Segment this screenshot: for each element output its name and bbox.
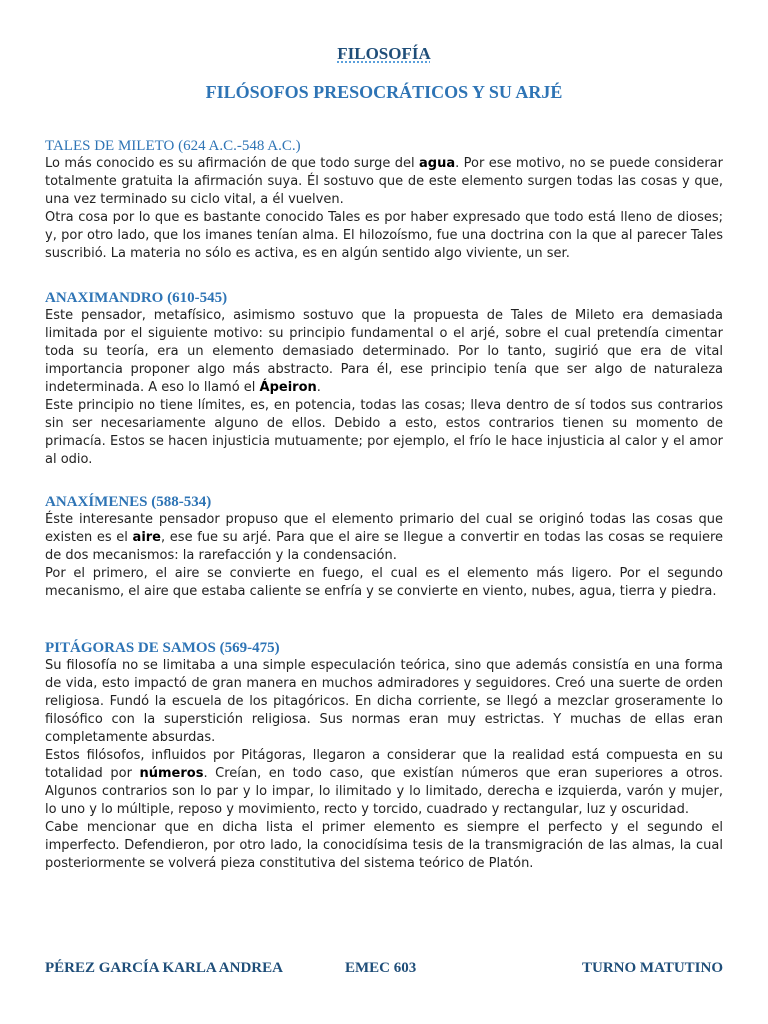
section-heading: TALES DE MILETO (624 A.C.-548 A.C.) xyxy=(45,138,301,154)
paragraph: Éste interesante pensador propuso que el elemento primario del cual se originó todas las cosas que existen es el aire, ese fue su arjé. Para que el aire se llegue a convertir en todas las cosas se requiere de dos mecanismos: la rarefacción y la condensación. xyxy=(45,512,723,563)
paragraph: Cabe mencionar que en dicha lista el primer elemento es siempre el perfecto y el segundo el imperfecto. Defendieron, por otro lado, la conocidísima tesis de la transmigración de las almas, la cual posteriormente se volverá pieza constitutiva del sistema teórico de Platón. xyxy=(45,820,723,871)
page-footer xyxy=(45,960,723,977)
paragraph: Lo más conocido es su afirmación de que todo surge del agua. Por ese motivo, no se puede considerar totalmente gratuita la afirmación suya. Él sostuvo que de este elemento surgen todas las cosas y que, una vez terminado su ciclo vital, a él vuelven. xyxy=(45,156,723,207)
paragraph: Otra cosa por lo que es bastante conocido Tales es por haber expresado que todo está lleno de dioses; y, por otro lado, que los imanes tenían alma. El hilozoísmo, fue una doctrina con la que al parecer Tales suscribió. La materia no sólo es activa, es en algún sentido algo viviente, un ser. xyxy=(45,210,723,261)
paragraph: Su filosofía no se limitaba a una simple especulación teórica, sino que además consistía en una forma de vida, esto impactó de gran manera en muchos admiradores y seguidores. Creó una suerte de orden religiosa. Fundó la escuela de los pitagóricos. En dicha corriente, se llegó a mezclar groseramente lo filosófico con la superstición religiosa. Sus normas eran muy estrictas. Y muchas de ellas eran completamente absurdas. xyxy=(45,658,723,745)
group-code: EMEC 603 xyxy=(345,960,417,976)
section-heading: ANAXÍMENES (588-534) xyxy=(45,494,212,510)
section-heading: PITÁGORAS DE SAMOS (569-475) xyxy=(45,640,280,656)
document-subtitle: FILÓSOFOS PRESOCRÁTICOS Y SU ARJÉ xyxy=(205,82,563,102)
paragraph: Estos filósofos, influidos por Pitágoras, llegaron a considerar que la realidad está compuesta en su totalidad por números. Creían, en todo caso, que existían números que eran superiores a otros. Algunos contrarios son lo par y lo impar, lo ilimitado y lo limitado, derecha e izquierda, varón y mujer, lo uno y lo múltiple, reposo y movimiento, recto y torcido, cuadrado y rectangular, luz y oscuridad. xyxy=(45,748,723,817)
author-name: PÉREZ GARCÍA KARLA ANDREA xyxy=(45,960,283,976)
document-title: FILOSOFÍA xyxy=(337,44,431,63)
section-heading: ANAXIMANDRO (610-545) xyxy=(45,290,228,306)
paragraph: Este principio no tiene límites, es, en potencia, todas las cosas; lleva dentro de sí todos sus contrarios sin ser necesariamente alguno de ellos. Debido a esto, estos contrarios tienen su momento de primacía. Estos se hacen injusticia mutuamente; por ejemplo, el frío le hace injusticia al calor y el amor al odio. xyxy=(45,398,723,467)
shift-label: TURNO MATUTINO xyxy=(582,960,723,976)
section-anaximandro xyxy=(45,289,723,469)
section-pitagoras xyxy=(45,639,723,873)
section-tales xyxy=(45,137,723,263)
paragraph: Este pensador, metafísico, asimismo sostuvo que la propuesta de Tales de Mileto era demasiada limitada por el siguiente motivo: su principio fundamental o el arjé, sobre el cual pretendía cimentar toda su teoría, era un elemento demasiado determinado. Por lo tanto, sugirió que era de vital importancia proponer algo más abstracto. Para él, ese principio tenía que ser algo de naturaleza indeterminada. A eso lo llamó el Ápeiron. xyxy=(45,308,723,395)
paragraph: Por el primero, el aire se convierte en fuego, el cual es el elemento más ligero. Por el segundo mecanismo, el aire que estaba caliente se enfría y se convierte en viento, nubes, agua, tierra y piedra. xyxy=(45,566,723,599)
section-anaximenes xyxy=(45,493,723,601)
